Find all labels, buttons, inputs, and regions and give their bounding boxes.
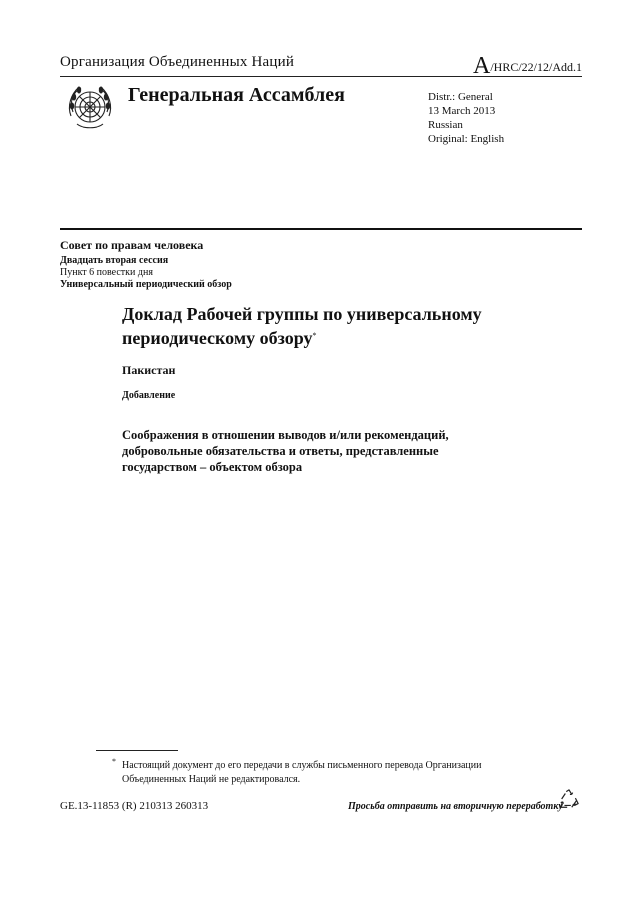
header-divider bbox=[60, 76, 582, 77]
council-name: Совет по правам человека bbox=[60, 238, 204, 252]
footnote-mark: * bbox=[112, 757, 116, 766]
original-line: Original: English bbox=[428, 133, 505, 145]
agenda-item: Пункт 6 повестки дня bbox=[60, 267, 153, 278]
un-emblem-icon bbox=[63, 82, 117, 136]
symbol-letter: A bbox=[472, 53, 491, 79]
addendum-label: Добавление bbox=[122, 390, 176, 401]
language-line: Russian bbox=[428, 119, 463, 131]
organization-name: Организация Объединенных Наций bbox=[60, 54, 295, 70]
ge-code: GE.13-11853 (R) 210313 260313 bbox=[60, 800, 209, 812]
report-title-footnote-mark: * bbox=[312, 331, 317, 340]
views-heading: Соображения в отношении выводов и/или рекомендаций, добровольные обязательства и ответы, представленные государством – объектом обзора bbox=[122, 428, 449, 474]
body-name: Генеральная Ассамблея bbox=[128, 84, 345, 106]
document-symbol bbox=[473, 54, 582, 78]
distribution-block bbox=[428, 90, 504, 146]
recycle-text: Просьба отправить на вторичную переработку bbox=[348, 801, 563, 812]
country-name: Пакистан bbox=[122, 363, 176, 377]
upr-label: Универсальный периодический обзор bbox=[60, 279, 232, 290]
symbol-rest: /HRC/22/12/Add.1 bbox=[490, 60, 582, 74]
report-title bbox=[122, 304, 522, 349]
distr-line: Distr.: General bbox=[428, 91, 493, 103]
recycle-icon bbox=[558, 788, 580, 810]
meta-divider bbox=[60, 228, 582, 230]
footnote-text: Настоящий документ до его передачи в службы письменного перевода Организации Объединенных Наций не редактировался. bbox=[122, 760, 482, 785]
session-name: Двадцать вторая сессия bbox=[60, 255, 169, 266]
footnote-divider bbox=[96, 750, 178, 751]
report-title-text: Доклад Рабочей группы по универсальному периодическому обзору bbox=[122, 304, 482, 348]
date-line: 13 March 2013 bbox=[428, 105, 496, 117]
